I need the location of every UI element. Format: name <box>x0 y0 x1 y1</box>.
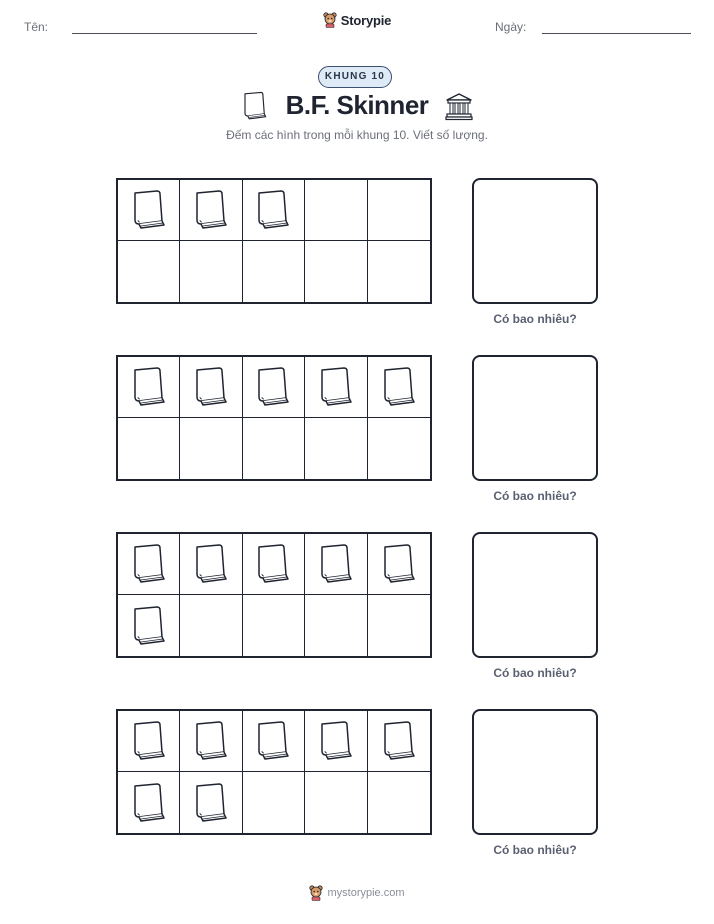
ten-frame-cell <box>180 772 242 833</box>
answer-question: Có bao nhiêu? <box>493 312 577 326</box>
ten-frame-cell <box>118 711 180 772</box>
book-icon <box>253 543 293 585</box>
ten-frame-cell <box>243 357 305 418</box>
bear-mascot-icon <box>309 885 323 901</box>
ten-frame-cell <box>368 534 430 595</box>
ten-frame-cell <box>243 534 305 595</box>
ten-frame-cell <box>368 595 430 656</box>
footer <box>0 885 714 906</box>
ten-frame-cell <box>180 711 242 772</box>
footer-url: mystorypie.com <box>327 887 405 899</box>
answer-box-3[interactable] <box>472 532 598 658</box>
ten-frame-cell <box>180 357 242 418</box>
book-icon <box>191 782 231 824</box>
book-icon <box>191 366 231 408</box>
book-icon <box>253 720 293 762</box>
ten-frame-cell <box>243 418 305 479</box>
ten-frame-cell <box>118 595 180 656</box>
ten-frame-cell <box>118 772 180 833</box>
ten-frame-cell <box>305 418 367 479</box>
answer-box-1[interactable] <box>472 178 598 304</box>
ten-frame-cell <box>368 241 430 302</box>
book-icon <box>191 189 231 231</box>
ten-frame-cell <box>368 772 430 833</box>
ten-frame-cell <box>368 180 430 241</box>
ten-frame-cell <box>368 711 430 772</box>
museum-building-icon <box>444 91 474 121</box>
ten-frame-cell <box>118 180 180 241</box>
brand-logo <box>0 12 714 33</box>
book-icon <box>379 543 419 585</box>
ten-frame-cell <box>180 595 242 656</box>
ten-frame-cell <box>305 595 367 656</box>
ten-frame-cell <box>180 418 242 479</box>
answer-question: Có bao nhiêu? <box>493 843 577 857</box>
instructions: Đếm các hình trong mỗi khung 10. Viết số lượng. <box>226 128 488 142</box>
ten-frame-cell <box>305 772 367 833</box>
ten-frame-cell <box>305 711 367 772</box>
book-icon <box>316 366 356 408</box>
book-icon <box>240 91 270 121</box>
ten-frame-cell <box>368 418 430 479</box>
ten-frame-cell <box>305 357 367 418</box>
ten-frame-cell <box>243 595 305 656</box>
answer-box-2[interactable] <box>472 355 598 481</box>
book-icon <box>316 720 356 762</box>
ten-frame-cell <box>243 180 305 241</box>
title-row <box>0 90 714 126</box>
book-icon <box>129 605 169 647</box>
book-icon <box>253 366 293 408</box>
ten-frame-2 <box>116 355 432 481</box>
book-icon <box>129 782 169 824</box>
date-line[interactable] <box>542 33 691 34</box>
book-icon <box>191 543 231 585</box>
ten-frame-cell <box>305 180 367 241</box>
ten-frame-cell <box>305 241 367 302</box>
page-title: B.F. Skinner <box>285 90 429 120</box>
ten-frame-cell <box>305 534 367 595</box>
bear-mascot-icon <box>323 12 337 28</box>
ten-frame-cell <box>118 357 180 418</box>
book-icon <box>129 366 169 408</box>
name-label: Tên: <box>24 20 49 34</box>
ten-frame-cell <box>180 180 242 241</box>
answer-question: Có bao nhiêu? <box>493 489 577 503</box>
answer-box-4[interactable] <box>472 709 598 835</box>
ten-frame-cell <box>180 534 242 595</box>
book-icon <box>379 720 419 762</box>
ten-frame-cell <box>243 772 305 833</box>
book-icon <box>191 720 231 762</box>
ten-frame-cell <box>118 241 180 302</box>
date-label: Ngày: <box>495 20 527 34</box>
brand-name: Storypie <box>340 12 392 28</box>
book-icon <box>129 543 169 585</box>
name-line[interactable] <box>72 33 257 34</box>
book-icon <box>253 189 293 231</box>
ten-frame-cell <box>243 241 305 302</box>
ten-frame-cell <box>180 241 242 302</box>
book-icon <box>316 543 356 585</box>
book-icon <box>379 366 419 408</box>
ten-frame-4 <box>116 709 432 835</box>
ten-frame-cell <box>118 534 180 595</box>
ten-frame-3 <box>116 532 432 658</box>
worksheet-type-badge: KHUNG 10 <box>318 66 392 88</box>
answer-question: Có bao nhiêu? <box>493 666 577 680</box>
ten-frame-cell <box>118 418 180 479</box>
ten-frame-1 <box>116 178 432 304</box>
book-icon <box>129 720 169 762</box>
ten-frame-cell <box>368 357 430 418</box>
ten-frame-cell <box>243 711 305 772</box>
book-icon <box>129 189 169 231</box>
